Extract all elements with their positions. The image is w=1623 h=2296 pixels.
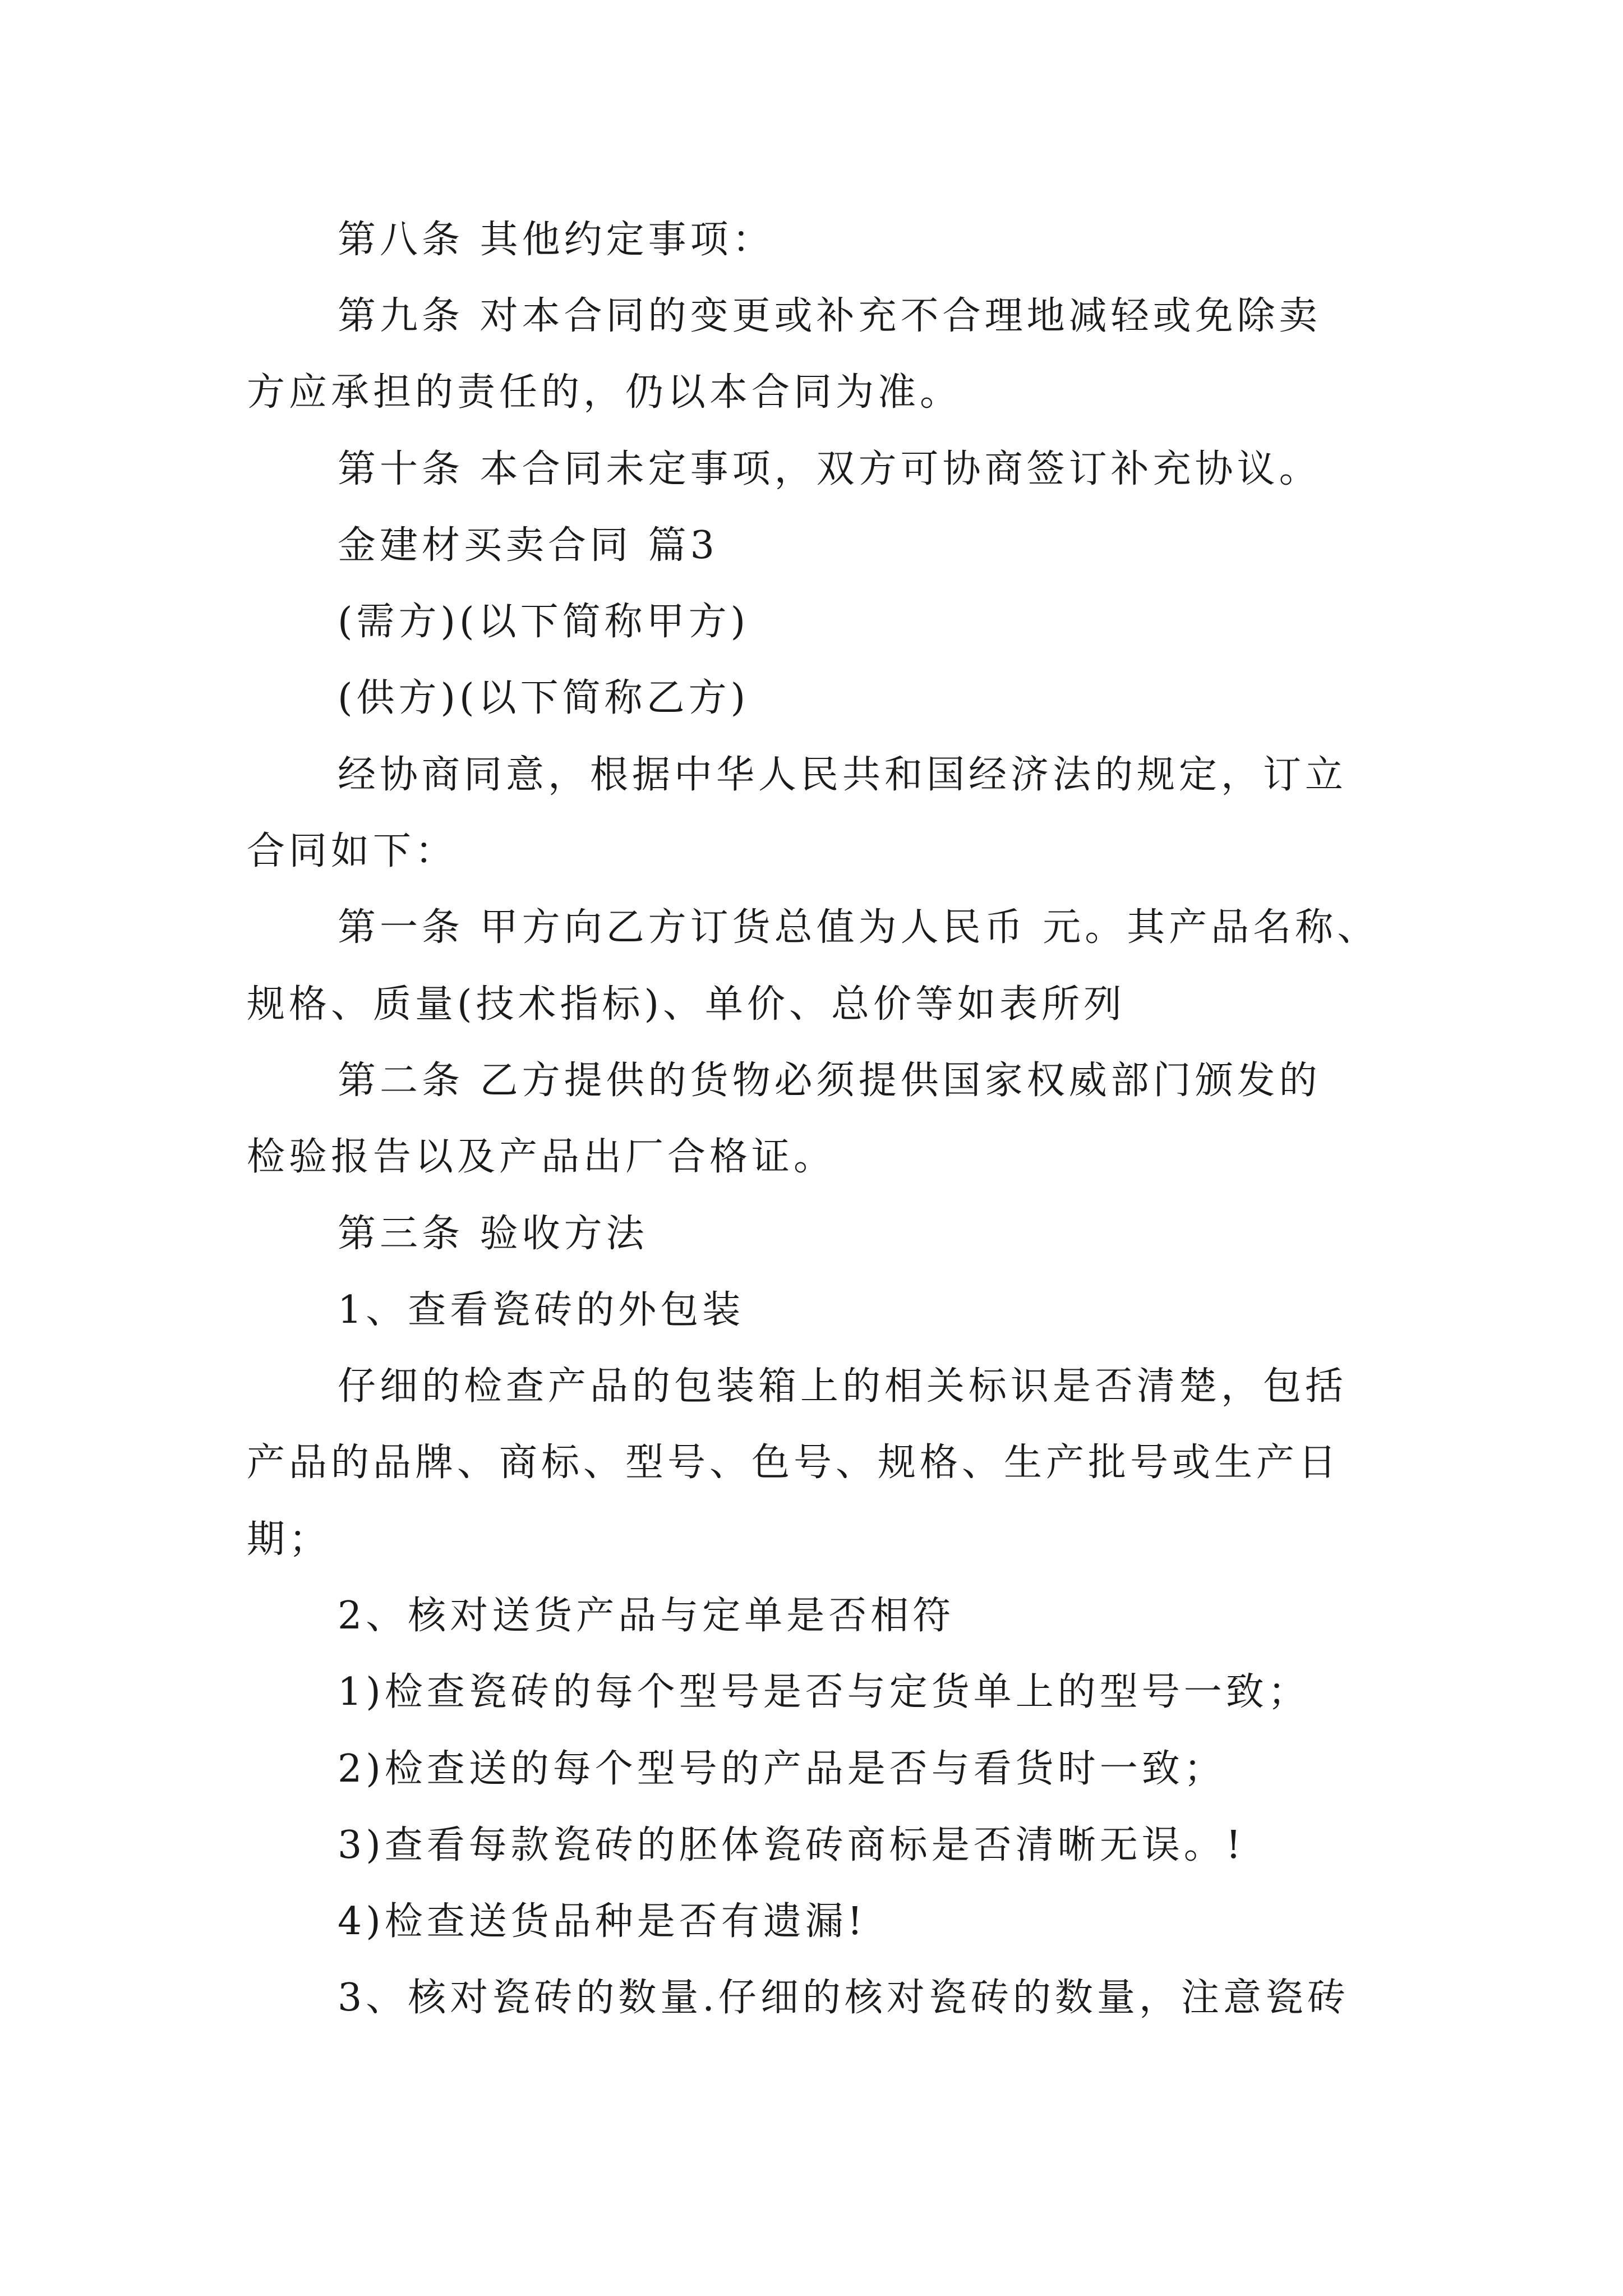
text-line: 金建材买卖合同 篇3 (338, 523, 718, 568)
text-line: 期； (247, 1517, 331, 1562)
text-line: 3)查看每款瓷砖的胚体瓷砖商标是否清晰无误。! (338, 1823, 1246, 1867)
text-line: 第一条 甲方向乙方订货总值为人民币 元。其产品名称、 (338, 905, 1380, 950)
text-line: 第十条 本合同未定事项，双方可协商签订补充协议。 (338, 447, 1321, 491)
text-line: 第三条 验收方法 (338, 1212, 648, 1256)
text-line: 4)检查送货品种是否有遗漏! (338, 1899, 867, 1944)
text-line: 合同如下： (247, 829, 458, 873)
text-line: 2)检查送的每个型号的产品是否与看货时一致； (338, 1747, 1226, 1791)
text-line: 1、查看瓷砖的外包装 (338, 1288, 745, 1332)
text-line: 2、核对送货产品与定单是否相符 (338, 1594, 955, 1638)
text-line: 仔细的检查产品的包装箱上的相关标识是否清楚，包括 (338, 1364, 1348, 1409)
text-line: 第二条 乙方提供的货物必须提供国家权威部门颁发的 (338, 1059, 1321, 1103)
text-line: 检验报告以及产品出厂合格证。 (247, 1135, 836, 1179)
text-line: (供方)(以下简称乙方) (338, 676, 750, 720)
text-line: (需方)(以下简称甲方) (338, 600, 750, 644)
text-line: 规格、质量(技术指标)、单价、总价等如表所列 (247, 982, 1126, 1027)
text-line: 方应承担的责任的，仍以本合同为准。 (247, 370, 962, 415)
text-line: 产品的品牌、商标、型号、色号、规格、生产批号或生产日 (247, 1441, 1341, 1485)
text-line: 1)检查瓷砖的每个型号是否与定货单上的型号一致； (338, 1670, 1310, 1714)
text-line: 经协商同意，根据中华人民共和国经济法的规定，订立 (338, 753, 1348, 797)
text-line: 第八条 其他约定事项： (338, 218, 774, 262)
text-line: 第九条 对本合同的变更或补充不合理地减轻或免除卖 (338, 294, 1321, 338)
text-line: 3、核对瓷砖的数量.仔细的核对瓷砖的数量，注意瓷砖 (338, 1976, 1349, 2020)
